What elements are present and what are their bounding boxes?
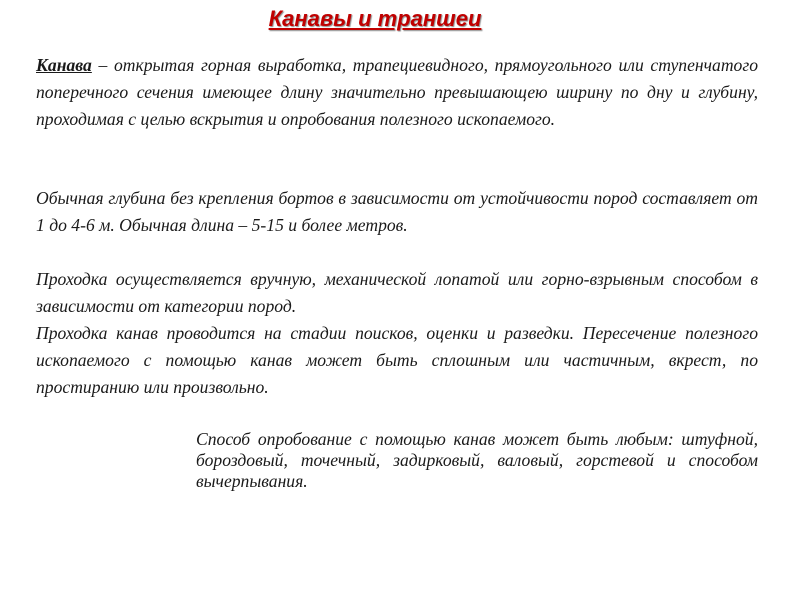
sampling-note: Способ опробование с помощью канав может быть любым: штуфной, бороздовый, точечный, задирковый, валовый, горстевой и способом вычерпывания.	[196, 429, 758, 491]
page-title: Канавы и траншеи	[268, 6, 482, 31]
depth-paragraph: Обычная глубина без крепления бортов в зависимости от устойчивости пород составляет от 1 до 4-6 м. Обычная длина – 5-15 и более метров.	[36, 188, 758, 235]
definition-paragraph	[36, 52, 758, 133]
stages-paragraph: Проходка канав проводится на стадии поисков, оценки и разведки. Пересечение полезного ископаемого с помощью канав может быть сплошным или частичным, вкрест, по простиранию или произвольно.	[36, 323, 758, 397]
excavation-paragraph: Проходка осуществляется вручную, механической лопатой или горно-взрывным способом в зависимости от категории пород.	[36, 269, 758, 316]
definition-text: – открытая горная выработка, трапециевидного, прямоугольного или ступенчатого поперечного сечения имеющее длину значительно превышающею ширину по дну и глубину, проходимая с целью вскрытия и опробования полезного ископаемого.	[36, 55, 758, 129]
definition-term: Канава	[36, 55, 92, 75]
